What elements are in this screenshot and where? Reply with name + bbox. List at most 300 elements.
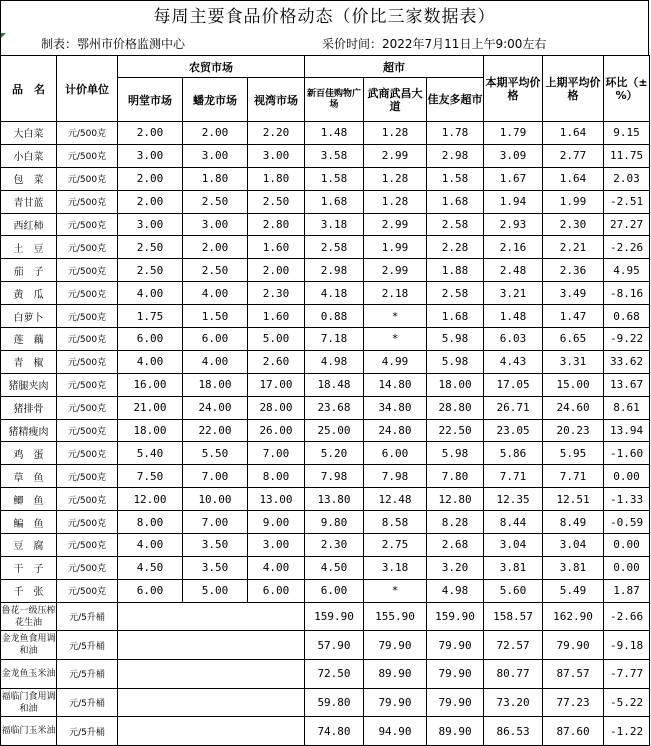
item-name: 土 豆	[1, 236, 57, 259]
price-cell: 20.23	[543, 419, 604, 442]
price-cell: 3.81	[543, 556, 604, 579]
price-cell: 5.50	[183, 442, 248, 465]
table-row	[1, 373, 650, 396]
price-cell: 4.50	[118, 556, 183, 579]
empty-cell	[118, 631, 305, 660]
table-row	[1, 305, 650, 328]
price-cell: 28.00	[248, 396, 305, 419]
price-cell: -0.59	[604, 511, 650, 534]
price-cell: 4.50	[305, 556, 364, 579]
price-cell: 12.51	[543, 488, 604, 511]
price-cell: -1.60	[604, 442, 650, 465]
price-cell: 3.20	[427, 556, 484, 579]
price-cell: 0.00	[604, 465, 650, 488]
price-cell: -5.22	[604, 688, 650, 717]
price-cell: 3.58	[305, 144, 364, 167]
price-cell: 162.90	[543, 602, 604, 631]
price-cell: 26.00	[248, 419, 305, 442]
price-cell: 17.05	[484, 373, 543, 396]
price-cell: 8.44	[484, 511, 543, 534]
item-unit: 元/500克	[57, 328, 118, 351]
price-cell: 3.00	[248, 534, 305, 557]
price-cell: 1.80	[248, 167, 305, 190]
table-row	[1, 144, 650, 167]
price-cell: 5.00	[183, 579, 248, 602]
price-cell: 24.80	[364, 419, 427, 442]
item-name: 千 张	[1, 579, 57, 602]
header-super-group: 超市	[305, 56, 484, 78]
header-super: 武商武昌大道	[364, 78, 427, 122]
price-cell: 4.95	[604, 259, 650, 282]
price-cell: 18.00	[427, 373, 484, 396]
price-cell: 2.21	[543, 236, 604, 259]
item-unit: 元/500克	[57, 579, 118, 602]
price-cell: 1.68	[427, 305, 484, 328]
price-cell: 6.65	[543, 328, 604, 351]
price-cell: 7.00	[248, 442, 305, 465]
price-cell: 2.98	[427, 144, 484, 167]
price-cell: 7.71	[543, 465, 604, 488]
price-cell: 27.27	[604, 213, 650, 236]
table-row	[1, 282, 650, 305]
header-ratio: 环比（±%）	[604, 56, 650, 122]
item-unit: 元/500克	[57, 305, 118, 328]
price-cell: 22.00	[183, 419, 248, 442]
price-cell: 4.98	[305, 350, 364, 373]
price-cell: 1.48	[484, 305, 543, 328]
price-cell: 1.64	[543, 167, 604, 190]
item-unit: 元/500克	[57, 556, 118, 579]
price-cell: 10.00	[183, 488, 248, 511]
price-cell: 1.68	[427, 190, 484, 213]
price-cell: 2.18	[364, 282, 427, 305]
price-cell: 159.90	[427, 602, 484, 631]
price-cell: 1.28	[364, 190, 427, 213]
table-row	[1, 579, 650, 602]
price-cell: 2.99	[364, 213, 427, 236]
price-cell: 89.90	[427, 717, 484, 746]
item-name: 包 菜	[1, 167, 57, 190]
item-name: 青甘蓝	[1, 190, 57, 213]
item-name: 青 椒	[1, 350, 57, 373]
table-row	[1, 556, 650, 579]
price-cell: 9.15	[604, 122, 650, 145]
price-cell: -2.26	[604, 236, 650, 259]
price-cell: 15.00	[543, 373, 604, 396]
price-cell: 5.40	[118, 442, 183, 465]
price-cell: -7.77	[604, 660, 650, 689]
table-row	[1, 396, 650, 419]
item-name: 鸡 蛋	[1, 442, 57, 465]
price-cell: 1.99	[364, 236, 427, 259]
price-cell: 23.05	[484, 419, 543, 442]
price-cell: 4.98	[427, 579, 484, 602]
price-cell: 2.16	[484, 236, 543, 259]
price-cell: 4.00	[118, 282, 183, 305]
price-cell: 3.04	[484, 534, 543, 557]
price-cell: 14.80	[364, 373, 427, 396]
price-cell: 7.50	[118, 465, 183, 488]
price-cell: 23.68	[305, 396, 364, 419]
price-cell: 8.58	[364, 511, 427, 534]
price-cell: 3.04	[543, 534, 604, 557]
price-cell: *	[364, 579, 427, 602]
price-cell: 159.90	[305, 602, 364, 631]
price-cell: -8.16	[604, 282, 650, 305]
price-cell: 73.20	[484, 688, 543, 717]
price-cell: 2.58	[305, 236, 364, 259]
price-cell: 1.80	[183, 167, 248, 190]
table-row	[1, 442, 650, 465]
table-row	[1, 328, 650, 351]
price-cell: 2.80	[248, 213, 305, 236]
table-row	[1, 419, 650, 442]
item-unit: 元/500克	[57, 511, 118, 534]
price-cell: 2.00	[183, 122, 248, 145]
header-name: 品 名	[1, 56, 57, 122]
item-name: 鲁花一级压榨花生油	[1, 602, 57, 631]
price-cell: 13.00	[248, 488, 305, 511]
price-cell: 2.93	[484, 213, 543, 236]
price-cell: 8.28	[427, 511, 484, 534]
price-cell: 7.98	[364, 465, 427, 488]
price-cell: -2.66	[604, 602, 650, 631]
price-cell: 1.58	[305, 167, 364, 190]
price-cell: 17.00	[248, 373, 305, 396]
item-unit: 元/500克	[57, 419, 118, 442]
price-cell: 16.00	[118, 373, 183, 396]
item-name: 鲫 鱼	[1, 488, 57, 511]
price-cell: 2.98	[305, 259, 364, 282]
price-cell: *	[364, 305, 427, 328]
item-name: 豆 腐	[1, 534, 57, 557]
price-cell: 7.98	[305, 465, 364, 488]
price-cell: 79.90	[427, 660, 484, 689]
price-cell: 79.90	[364, 631, 427, 660]
price-cell: 0.00	[604, 534, 650, 557]
table-row	[1, 688, 650, 717]
item-unit: 元/5升桶	[57, 602, 118, 631]
item-name: 福临门玉米油	[1, 717, 57, 746]
item-name: 小白菜	[1, 144, 57, 167]
price-cell: 158.57	[484, 602, 543, 631]
price-cell: 3.09	[484, 144, 543, 167]
price-cell: 25.00	[305, 419, 364, 442]
price-cell: 11.75	[604, 144, 650, 167]
table-row	[1, 602, 650, 631]
price-cell: 2.99	[364, 259, 427, 282]
price-cell: 2.20	[248, 122, 305, 145]
price-cell: 6.00	[364, 442, 427, 465]
price-cell: 77.23	[543, 688, 604, 717]
price-cell: 13.80	[305, 488, 364, 511]
table-row	[1, 631, 650, 660]
price-cell: 79.90	[364, 688, 427, 717]
price-cell: 72.57	[484, 631, 543, 660]
header-avg-prev: 上期平均价格	[543, 56, 604, 122]
item-name: 鳊 鱼	[1, 511, 57, 534]
price-cell: 8.00	[118, 511, 183, 534]
price-cell: -1.22	[604, 717, 650, 746]
item-unit: 元/500克	[57, 144, 118, 167]
price-cell: 1.28	[364, 122, 427, 145]
item-unit: 元/500克	[57, 190, 118, 213]
price-cell: 59.80	[305, 688, 364, 717]
price-cell: 3.50	[183, 534, 248, 557]
price-cell: 6.00	[248, 579, 305, 602]
item-name: 干 子	[1, 556, 57, 579]
price-cell: 18.00	[118, 419, 183, 442]
item-name: 猪排骨	[1, 396, 57, 419]
item-unit: 元/500克	[57, 122, 118, 145]
price-cell: 5.98	[427, 328, 484, 351]
price-cell: 7.00	[183, 465, 248, 488]
price-cell: -9.22	[604, 328, 650, 351]
price-cell: 2.50	[118, 236, 183, 259]
price-cell: 1.47	[543, 305, 604, 328]
price-cell: 1.75	[118, 305, 183, 328]
price-cell: 12.00	[118, 488, 183, 511]
price-cell: 12.80	[427, 488, 484, 511]
empty-cell	[118, 602, 305, 631]
price-cell: 13.94	[604, 419, 650, 442]
price-cell: 1.60	[248, 305, 305, 328]
price-cell: 3.00	[118, 144, 183, 167]
price-cell: 1.64	[543, 122, 604, 145]
item-unit: 元/5升桶	[57, 631, 118, 660]
price-cell: 2.00	[248, 259, 305, 282]
price-cell: 24.60	[543, 396, 604, 419]
price-cell: 24.00	[183, 396, 248, 419]
price-cell: 4.00	[183, 282, 248, 305]
price-cell: 34.80	[364, 396, 427, 419]
price-cell: 6.00	[183, 328, 248, 351]
header-unit: 计价单位	[57, 56, 118, 122]
item-unit: 元/500克	[57, 236, 118, 259]
price-cell: 1.28	[364, 167, 427, 190]
table-row	[1, 488, 650, 511]
price-cell: 3.21	[484, 282, 543, 305]
price-cell: 2.58	[427, 213, 484, 236]
table-row	[1, 190, 650, 213]
item-unit: 元/500克	[57, 350, 118, 373]
price-cell: 2.75	[364, 534, 427, 557]
item-name: 猪精瘦肉	[1, 419, 57, 442]
price-cell: 4.00	[118, 350, 183, 373]
table-row	[1, 259, 650, 282]
price-cell: 4.18	[305, 282, 364, 305]
price-cell: 21.00	[118, 396, 183, 419]
price-cell: 2.30	[248, 282, 305, 305]
price-cell: 2.50	[248, 190, 305, 213]
header-super: 佳友多超市	[427, 78, 484, 122]
price-cell: 3.18	[364, 556, 427, 579]
item-name: 西红柿	[1, 213, 57, 236]
price-cell: 1.99	[543, 190, 604, 213]
price-cell: 94.90	[364, 717, 427, 746]
item-name: 大白菜	[1, 122, 57, 145]
header-super: 新百佳购物广场	[305, 78, 364, 122]
price-cell: 4.00	[248, 556, 305, 579]
price-cell: 2.00	[118, 122, 183, 145]
price-cell: 79.90	[543, 631, 604, 660]
price-cell: 6.03	[484, 328, 543, 351]
price-cell: 1.60	[248, 236, 305, 259]
price-cell: 8.61	[604, 396, 650, 419]
price-cell: 1.88	[427, 259, 484, 282]
price-cell: 2.30	[305, 534, 364, 557]
price-cell: 1.78	[427, 122, 484, 145]
price-cell: 2.28	[427, 236, 484, 259]
price-cell: 1.94	[484, 190, 543, 213]
price-cell: 18.48	[305, 373, 364, 396]
price-cell: 72.50	[305, 660, 364, 689]
price-cell: 2.36	[543, 259, 604, 282]
price-cell: 1.48	[305, 122, 364, 145]
price-cell: 6.00	[118, 579, 183, 602]
price-cell: 8.00	[248, 465, 305, 488]
price-cell: 74.80	[305, 717, 364, 746]
item-name: 猪腿夹肉	[1, 373, 57, 396]
item-unit: 元/5升桶	[57, 660, 118, 689]
empty-cell	[118, 688, 305, 717]
price-cell: 2.50	[183, 190, 248, 213]
sheet-subtitle	[0, 33, 649, 55]
item-unit: 元/500克	[57, 373, 118, 396]
header-market: 明堂市场	[118, 78, 183, 122]
price-cell: 28.80	[427, 396, 484, 419]
price-cell: 2.99	[364, 144, 427, 167]
price-cell: 4.99	[364, 350, 427, 373]
producer-label: 制表：鄂州市价格监测中心	[41, 37, 186, 51]
empty-cell	[118, 717, 305, 746]
price-cell: -2.51	[604, 190, 650, 213]
price-cell: 5.86	[484, 442, 543, 465]
price-cell: 5.00	[248, 328, 305, 351]
item-name: 福临门食用调和油	[1, 688, 57, 717]
price-cell: 5.20	[305, 442, 364, 465]
price-cell: 1.87	[604, 579, 650, 602]
price-cell: 3.00	[183, 144, 248, 167]
price-cell: 5.95	[543, 442, 604, 465]
price-cell: 18.00	[183, 373, 248, 396]
price-cell: 26.71	[484, 396, 543, 419]
price-cell: 79.90	[427, 631, 484, 660]
cell-marker-icon	[1, 33, 6, 38]
price-cell: 6.00	[118, 328, 183, 351]
price-cell: -1.33	[604, 488, 650, 511]
price-cell: 0.88	[305, 305, 364, 328]
item-name: 金龙鱼玉米油	[1, 660, 57, 689]
price-cell: 1.67	[484, 167, 543, 190]
price-cell: 9.00	[248, 511, 305, 534]
price-cell: 7.00	[183, 511, 248, 534]
price-cell: 8.49	[543, 511, 604, 534]
price-cell: 5.60	[484, 579, 543, 602]
item-name: 黄 瓜	[1, 282, 57, 305]
item-unit: 元/5升桶	[57, 717, 118, 746]
price-cell: 57.90	[305, 631, 364, 660]
price-cell: 1.79	[484, 122, 543, 145]
price-table	[0, 55, 650, 746]
collect-time-label: 采价时间：2022年7月11日上午9:00左右	[322, 37, 547, 51]
price-cell: 2.00	[118, 167, 183, 190]
price-cell: 7.18	[305, 328, 364, 351]
price-cell: -9.18	[604, 631, 650, 660]
price-cell: 80.77	[484, 660, 543, 689]
price-cell: 3.00	[248, 144, 305, 167]
item-unit: 元/500克	[57, 396, 118, 419]
table-row	[1, 660, 650, 689]
header-market-group: 农贸市场	[118, 56, 305, 78]
item-name: 金龙鱼食用调和油	[1, 631, 57, 660]
item-unit: 元/500克	[57, 534, 118, 557]
table-row	[1, 236, 650, 259]
price-cell: 3.31	[543, 350, 604, 373]
item-unit: 元/500克	[57, 167, 118, 190]
price-cell: 2.48	[484, 259, 543, 282]
price-cell: 3.49	[543, 282, 604, 305]
item-unit: 元/500克	[57, 488, 118, 511]
item-unit: 元/5升桶	[57, 688, 118, 717]
price-cell: 5.49	[543, 579, 604, 602]
price-cell: 1.58	[427, 167, 484, 190]
item-unit: 元/500克	[57, 259, 118, 282]
item-name: 茄 子	[1, 259, 57, 282]
price-cell: 33.62	[604, 350, 650, 373]
price-cell: 6.00	[305, 579, 364, 602]
price-cell: 4.00	[118, 534, 183, 557]
price-cell: 87.57	[543, 660, 604, 689]
price-cell: 2.30	[543, 213, 604, 236]
price-cell: 1.68	[305, 190, 364, 213]
price-cell: 2.50	[183, 259, 248, 282]
table-row	[1, 534, 650, 557]
price-cell: 2.68	[427, 534, 484, 557]
header-avg-current: 本期平均价格	[484, 56, 543, 122]
item-unit: 元/500克	[57, 442, 118, 465]
price-cell: 7.80	[427, 465, 484, 488]
table-row	[1, 122, 650, 145]
header-market: 蟠龙市场	[183, 78, 248, 122]
table-row	[1, 511, 650, 534]
item-name: 白萝卜	[1, 305, 57, 328]
table-row	[1, 465, 650, 488]
price-cell: 3.00	[183, 213, 248, 236]
table-row	[1, 167, 650, 190]
price-cell: 2.00	[183, 236, 248, 259]
price-cell: 1.50	[183, 305, 248, 328]
price-cell: 86.53	[484, 717, 543, 746]
price-cell: 4.43	[484, 350, 543, 373]
item-name: 草 鱼	[1, 465, 57, 488]
item-unit: 元/500克	[57, 282, 118, 305]
price-cell: 3.50	[183, 556, 248, 579]
price-cell: 13.67	[604, 373, 650, 396]
price-cell: 7.71	[484, 465, 543, 488]
price-cell: 4.00	[183, 350, 248, 373]
price-cell: 2.60	[248, 350, 305, 373]
item-name: 莲 藕	[1, 328, 57, 351]
table-row	[1, 717, 650, 746]
price-cell: 3.81	[484, 556, 543, 579]
price-cell: *	[364, 328, 427, 351]
price-cell: 5.98	[427, 442, 484, 465]
price-cell: 2.00	[118, 190, 183, 213]
table-row	[1, 350, 650, 373]
item-unit: 元/500克	[57, 465, 118, 488]
price-cell: 0.68	[604, 305, 650, 328]
